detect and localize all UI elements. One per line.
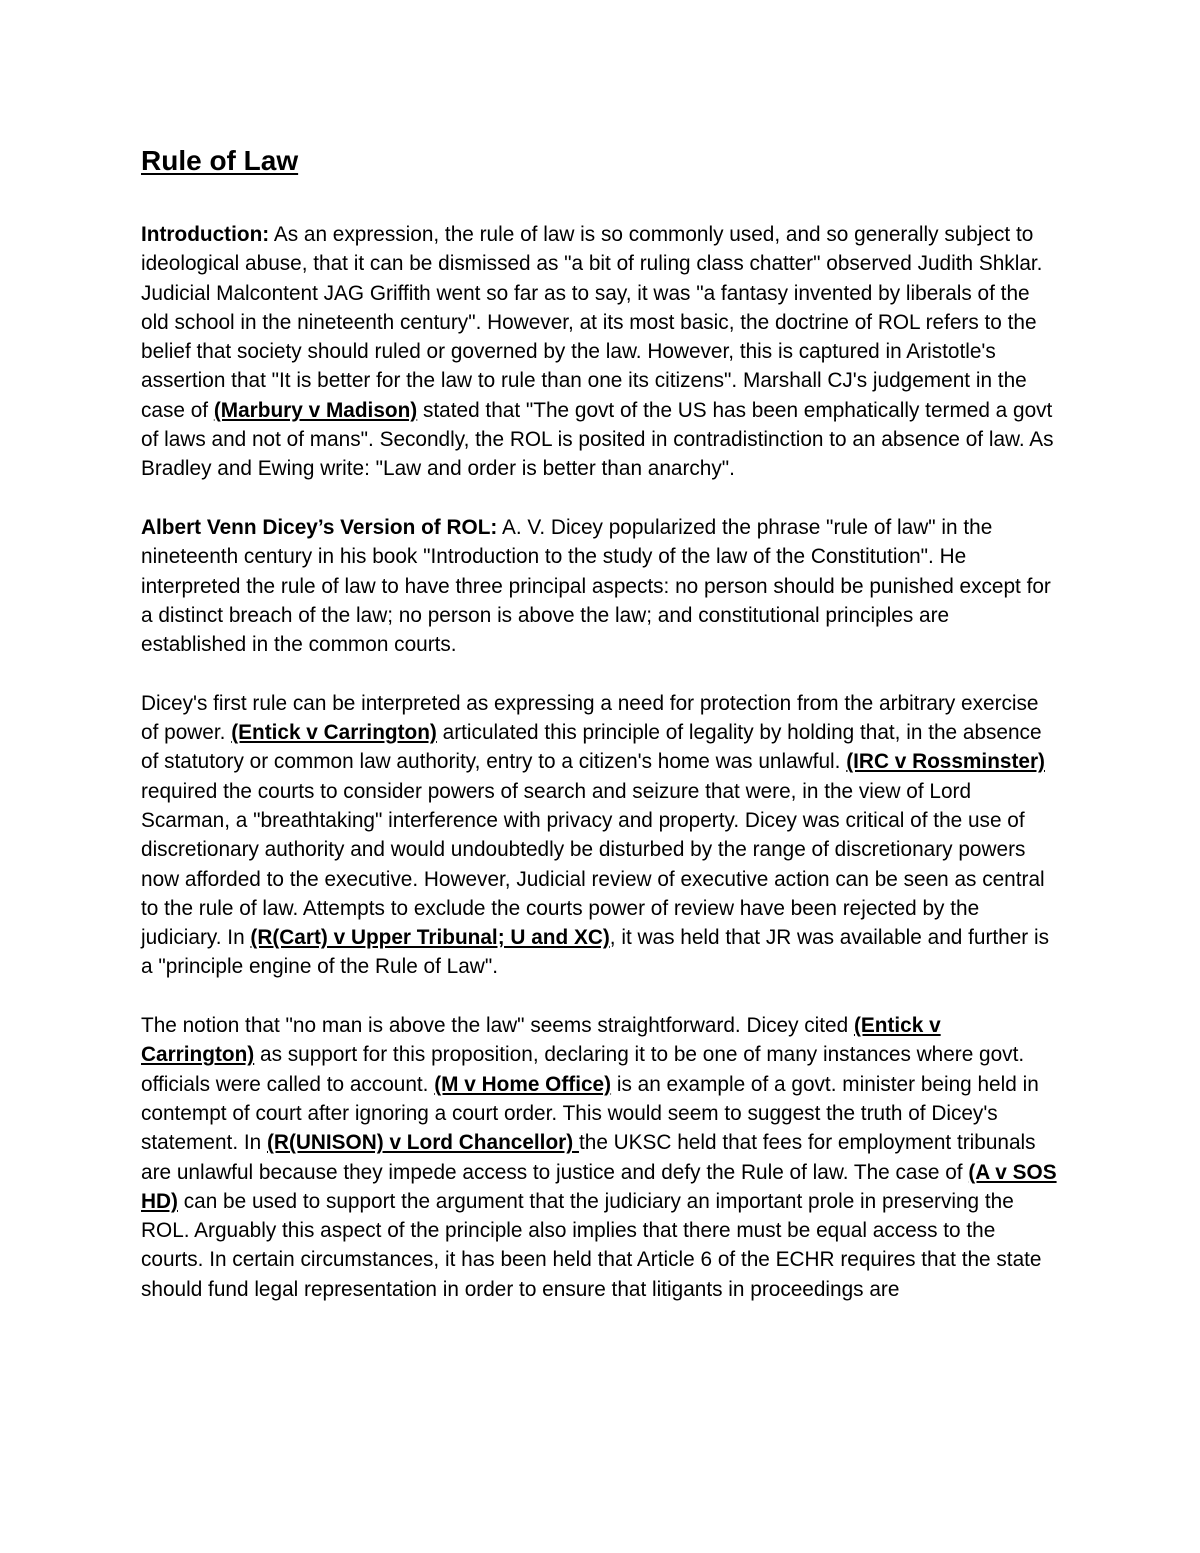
no-man-text-4: the UKSC held that fees for employment tribunals are unlawful because they impede access to justice and defy the Rule of law. The case of [141, 1131, 1036, 1184]
first-rule-paragraph [141, 689, 1059, 982]
case-citation: (M v Home Office) [434, 1072, 612, 1096]
no-man-text-3: is an example of a govt. minister being held in contempt of court after ignoring a court order. This would seem to suggest the truth of Dicey's statement. In [141, 1072, 1039, 1155]
first-rule-text-4: , it was held that JR was available and further is a "principle engine of the Rule of Law". [141, 926, 1050, 979]
case-citation: (Marbury v Madison) [213, 398, 418, 422]
case-citation: (IRC v Rossminster) [846, 750, 1045, 774]
case-citation: (Entick v Carrington) [141, 1014, 941, 1067]
first-rule-text-3: required the courts to consider powers of search and seizure that were, in the view of Lord Scarman, a "breathtaking" interference with privacy and property. Dicey was critical of the use of discretionary authority and would undoubtedly be disturbed by the range of discretionary powers now afforded to the executive. However, Judicial review of executive action can be seen as central to the rule of law. Attempts to exclude the courts power of review have been rejected by the judiciary. In [141, 779, 1045, 950]
intro-heading: Introduction: [141, 223, 270, 246]
dicey-text: A. V. Dicey popularized the phrase "rule of law" in the nineteenth century in his book "Introduction to the study of the law of the Constitution". He interpreted the rule of law to have three principal aspects: no person should be punished except for a distinct breach of the law; no person is above the law; and constitutional principles are established in the common courts. [141, 515, 1051, 657]
first-rule-text-2: articulated this principle of legality by holding that, in the absence of statutory or common law authority, entry to a citizen's home was unlawful. [141, 721, 1042, 774]
case-citation: (R(UNISON) v Lord Chancellor) [267, 1131, 579, 1155]
no-man-text-5: can be used to support the argument that the judiciary an important prole in preserving the ROL. Arguably this aspect of the principle also implies that there must be equal access to the courts. In certain circumstances, it has been held that Article 6 of the ECHR requires that the state should fund legal representation in order to ensure that litigants in proceedings are [141, 1189, 1042, 1301]
case-citation: (R(Cart) v Upper Tribunal; U and XC) [250, 926, 610, 950]
no-man-text-1: The notion that "no man is above the law" seems straightforward. Dicey cited [141, 1014, 854, 1038]
case-citation: (Entick v Carrington) [231, 721, 437, 745]
intro-text-2: stated that "The govt of the US has been emphatically termed a govt of laws and not of mans". Secondly, the ROL is posited in contradistinction to an absence of law. As Bradley and Ewing write: "Law and order is better than anarchy". [141, 398, 1054, 481]
no-man-text-2: as support for this proposition, declaring it to be one of many instances where govt. officials were called to account. [141, 1043, 1025, 1096]
no-man-paragraph [141, 1011, 1059, 1304]
page-title: Rule of Law [141, 145, 299, 176]
intro-paragraph [141, 220, 1059, 484]
dicey-paragraph [141, 513, 1059, 659]
case-citation: (A v SOS HD) [141, 1160, 1057, 1213]
document-page [141, 142, 1059, 1304]
intro-text-1: As an expression, the rule of law is so commonly used, and so generally subject to ideological abuse, that it can be dismissed as "a bit of ruling class chatter" observed Judith Shklar. Judicial Malcontent JAG Griffith went so far as to say, it was "a fantasy invented by liberals of the old school in the nineteenth century". However, at its most basic, the doctrine of ROL refers to the belief that society should ruled or governed by the law. However, this is captured in Aristotle's assertion that "It is better for the law to rule than one its citizens". Marshall CJ's judgement in the case of [141, 223, 1043, 422]
dicey-heading: Albert Venn Dicey’s Version of ROL: [141, 515, 498, 539]
first-rule-text-1: Dicey's first rule can be interpreted as expressing a need for protection from the arbitrary exercise of power. [141, 691, 1039, 745]
